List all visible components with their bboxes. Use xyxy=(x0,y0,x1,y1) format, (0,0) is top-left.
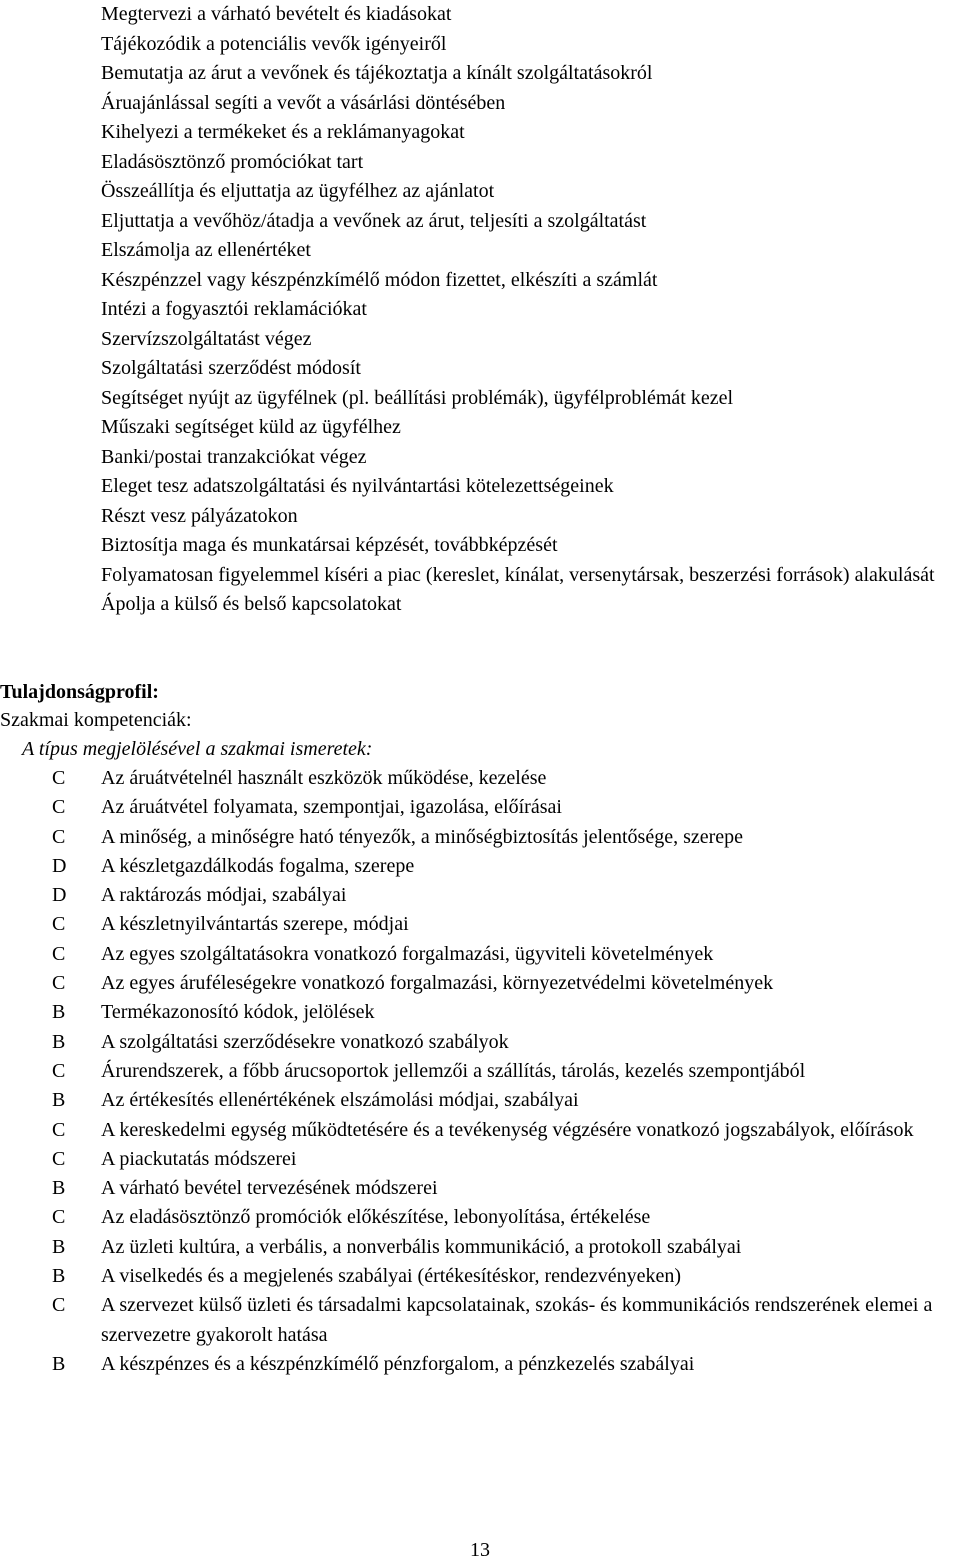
knowledge-type: B xyxy=(52,1235,66,1258)
knowledge-type: C xyxy=(52,1294,66,1317)
knowledge-row xyxy=(0,969,960,998)
knowledge-text: A készpénzes és a készpénzkímélő pénzforgalom, a pénzkezelés szabályai xyxy=(101,1352,695,1375)
knowledge-type: C xyxy=(52,796,66,819)
knowledge-type: D xyxy=(52,854,67,877)
task-item: Áruajánlással segíti a vevőt a vásárlási döntésében xyxy=(101,91,506,114)
competence-label: Szakmai kompetenciák: xyxy=(0,709,192,731)
knowledge-type: C xyxy=(52,1147,66,1170)
task-item: Szolgáltatási szerződést módosít xyxy=(101,357,361,379)
page-number: 13 xyxy=(470,1539,490,1561)
knowledge-text: A raktározás módjai, szabályai xyxy=(101,884,347,907)
knowledge-row xyxy=(0,1086,960,1115)
knowledge-row xyxy=(0,1350,960,1379)
task-item: Intézi a fogyasztói reklamációkat xyxy=(101,298,367,320)
knowledge-row xyxy=(0,881,960,910)
type-note: A típus megjelölésével a szakmai ismeretek: xyxy=(22,738,373,760)
knowledge-text: A készletgazdálkodás fogalma, szerepe xyxy=(101,854,415,877)
task-item: Segítséget nyújt az ügyfélnek (pl. beállítási problémák), ügyfélproblémát kezel xyxy=(101,386,734,409)
knowledge-row xyxy=(0,1057,960,1086)
knowledge-row xyxy=(0,793,960,822)
knowledge-type: D xyxy=(52,884,67,907)
task-item: Tájékozódik a potenciális vevők igényeiről xyxy=(101,32,447,55)
knowledge-type: C xyxy=(52,1206,66,1229)
knowledge-type: B xyxy=(52,1001,66,1024)
task-item: Műszaki segítséget küld az ügyfélhez xyxy=(101,416,401,438)
knowledge-text: Az üzleti kultúra, a verbális, a nonverbális kommunikáció, a protokoll szabályai xyxy=(101,1235,742,1258)
task-item: Részt vesz pályázatokon xyxy=(101,504,298,527)
knowledge-type: B xyxy=(52,1352,66,1375)
task-item: Elszámolja az ellenértéket xyxy=(101,239,311,261)
knowledge-type: C xyxy=(52,913,66,936)
knowledge-type: B xyxy=(52,1265,66,1288)
task-item: Szervízszolgáltatást végez xyxy=(101,327,312,350)
task-item: Eladásösztönző promóciókat tart xyxy=(101,150,364,173)
knowledge-row xyxy=(0,1233,960,1262)
task-item: Eljuttatja a vevőhöz/átadja a vevőnek az árut, teljesíti a szolgáltatást xyxy=(101,209,647,232)
knowledge-text: Az egyes áruféleségekre vonatkozó forgalmazási, környezetvédelmi követelmények xyxy=(101,972,774,995)
knowledge-row xyxy=(0,1203,960,1232)
task-item: Banki/postai tranzakciókat végez xyxy=(101,445,367,468)
knowledge-row xyxy=(0,1028,960,1057)
knowledge-text: A viselkedés és a megjelenés szabályai (értékesítéskor, rendezvényeken) xyxy=(101,1265,682,1288)
task-item: Eleget tesz adatszolgáltatási és nyilvántartási kötelezettségeinek xyxy=(101,475,614,497)
knowledge-type: B xyxy=(52,1177,66,1200)
task-item: Összeállítja és eljuttatja az ügyfélhez az ajánlatot xyxy=(101,180,495,202)
task-list xyxy=(101,0,960,620)
knowledge-row xyxy=(0,1174,960,1203)
knowledge-type: C xyxy=(52,1118,66,1141)
knowledge-type: B xyxy=(52,1089,66,1112)
knowledge-text: Árurendszerek, a főbb árucsoportok jellemzői a szállítás, tárolás, kezelés szempontjából xyxy=(101,1059,806,1082)
knowledge-type: C xyxy=(52,942,66,965)
knowledge-type: C xyxy=(52,972,66,995)
knowledge-row xyxy=(0,823,960,852)
knowledge-type: C xyxy=(52,767,66,789)
knowledge-type: C xyxy=(52,825,66,848)
knowledge-type: C xyxy=(52,1059,66,1082)
knowledge-list xyxy=(0,764,960,1379)
knowledge-text: A várható bevétel tervezésének módszerei xyxy=(101,1177,438,1200)
knowledge-row xyxy=(0,764,960,793)
knowledge-row xyxy=(0,998,960,1027)
task-item: Kihelyezi a termékeket és a reklámanyagokat xyxy=(101,121,465,143)
knowledge-row xyxy=(0,910,960,939)
task-item: Megtervezi a várható bevételt és kiadásokat xyxy=(101,3,452,25)
knowledge-row xyxy=(0,1262,960,1291)
knowledge-row xyxy=(0,1145,960,1174)
knowledge-text: Az értékesítés ellenértékének elszámolási módjai, szabályai xyxy=(101,1089,579,1112)
knowledge-row xyxy=(0,852,960,881)
knowledge-text: Az áruátvételnél használt eszközök működése, kezelése xyxy=(101,767,547,789)
knowledge-text: A minőség, a minőségre ható tényezők, a minőségbiztosítás jelentősége, szerepe xyxy=(101,825,744,848)
task-item: Ápolja a külső és belső kapcsolatokat xyxy=(101,593,402,615)
task-item: Biztosítja maga és munkatársai képzését, továbbképzését xyxy=(101,534,558,556)
knowledge-text: A készletnyilvántartás szerepe, módjai xyxy=(101,913,409,936)
knowledge-text: A szolgáltatási szerződésekre vonatkozó szabályok xyxy=(101,1030,509,1053)
knowledge-text: Az egyes szolgáltatásokra vonatkozó forgalmazási, ügyviteli követelmények xyxy=(101,942,714,965)
knowledge-row xyxy=(0,1291,960,1350)
knowledge-text: A kereskedelmi egység működtetésére és a tevékenység végzésére vonatkozó jogszabályok, előírások xyxy=(101,1118,914,1141)
knowledge-text: A szervezet külső üzleti és társadalmi kapcsolatainak, szokás- és kommunikációs rendszerének elemei a szervezetre gyakorolt hatása xyxy=(101,1294,933,1346)
knowledge-row xyxy=(0,940,960,969)
task-item: Folyamatosan figyelemmel kíséri a piac (kereslet, kínálat, versenytársak, beszerzési források) alakulását xyxy=(101,563,935,586)
knowledge-text: A piackutatás módszerei xyxy=(101,1147,297,1170)
knowledge-type: B xyxy=(52,1030,66,1053)
knowledge-text: Termékazonosító kódok, jelölések xyxy=(101,1001,375,1024)
task-item: Készpénzzel vagy készpénzkímélő módon fizettet, elkészíti a számlát xyxy=(101,268,658,291)
task-item: Bemutatja az árut a vevőnek és tájékoztatja a kínált szolgáltatásokról xyxy=(101,62,653,84)
knowledge-row xyxy=(0,1116,960,1145)
knowledge-text: Az eladásösztönző promóciók előkészítése, lebonyolítása, értékelése xyxy=(101,1206,651,1229)
knowledge-text: Az áruátvétel folyamata, szempontjai, igazolása, előírásai xyxy=(101,796,562,819)
section-heading: Tulajdonságprofil: xyxy=(0,681,159,703)
